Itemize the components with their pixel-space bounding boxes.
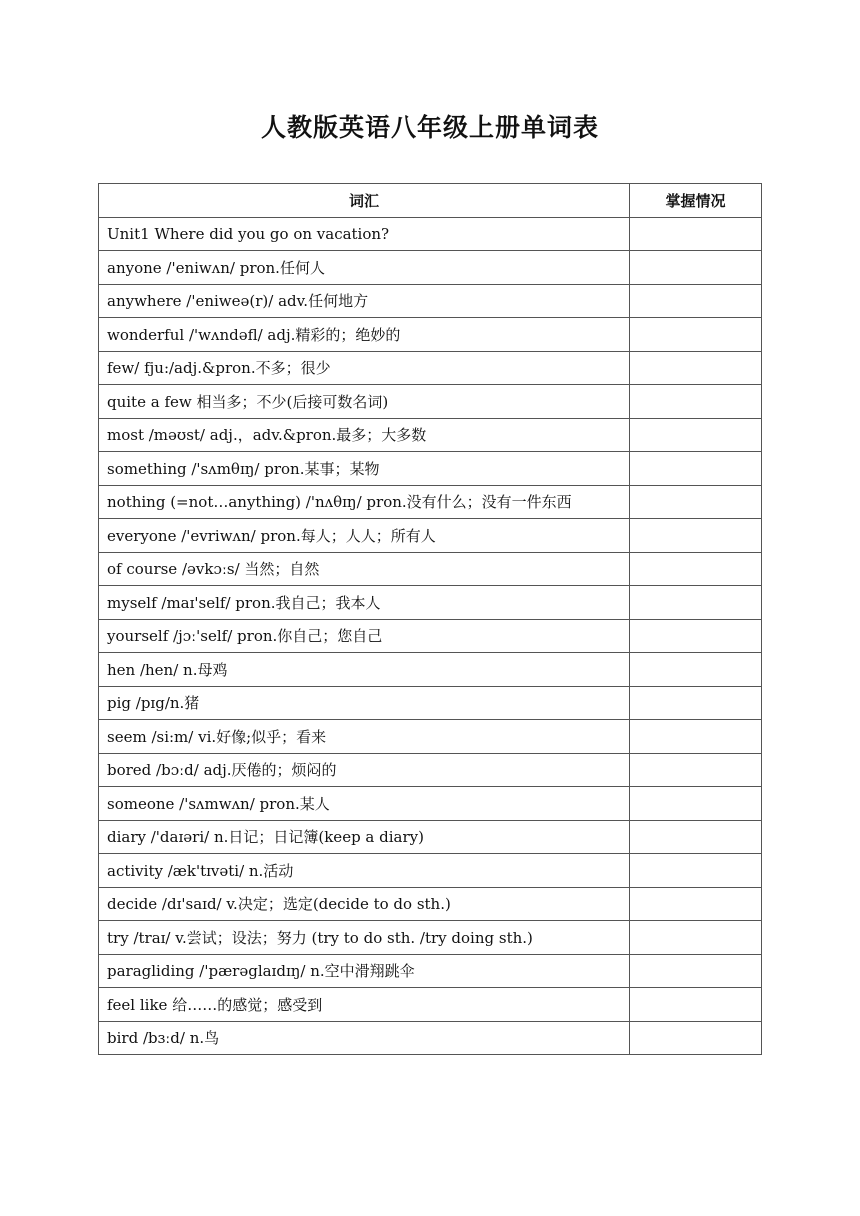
column-header-word: 词汇 [99,184,630,218]
table-row [99,519,762,553]
vocabulary-entry: paragliding /'pærəglaɪdɪŋ/ n.空中滑翔跳伞 [99,954,630,988]
mastery-status-cell [630,519,762,553]
table-header-row [99,184,762,218]
table-row [99,887,762,921]
table-row [99,586,762,620]
vocabulary-entry: of course /əvkɔːs/ 当然；自然 [99,552,630,586]
mastery-status-cell [630,351,762,385]
table-row [99,653,762,687]
mastery-status-cell [630,586,762,620]
table-row [99,921,762,955]
vocabulary-entry: feel like 给……的感觉；感受到 [99,988,630,1022]
table-body [99,217,762,1055]
vocabulary-entry: something /'sʌmθɪŋ/ pron.某事；某物 [99,452,630,486]
vocabulary-entry: try /traɪ/ v.尝试；设法；努力 (try to do sth. /try doing sth.) [99,921,630,955]
vocabulary-entry: everyone /'evriwʌn/ pron.每人；人人；所有人 [99,519,630,553]
mastery-status-cell [630,854,762,888]
table-row [99,251,762,285]
vocabulary-entry: seem /si:m/ vi.好像;似乎；看来 [99,720,630,754]
vocabulary-entry: anyone /'eniwʌn/ pron.任何人 [99,251,630,285]
table-row [99,854,762,888]
vocabulary-entry: pig /pɪg/n.猪 [99,686,630,720]
mastery-status-cell [630,452,762,486]
mastery-status-cell [630,552,762,586]
mastery-status-cell [630,954,762,988]
table-row [99,787,762,821]
mastery-status-cell [630,418,762,452]
mastery-status-cell [630,753,762,787]
mastery-status-cell [630,988,762,1022]
mastery-status-cell [630,485,762,519]
mastery-status-cell [630,653,762,687]
mastery-status-cell [630,251,762,285]
table-row [99,619,762,653]
table-row [99,351,762,385]
mastery-status-cell [630,385,762,419]
mastery-status-cell [630,921,762,955]
vocabulary-entry: nothing (=not…anything) /'nʌθɪŋ/ pron.没有什么；没有一件东西 [99,485,630,519]
mastery-status-cell [630,284,762,318]
table-row [99,452,762,486]
mastery-status-cell [630,820,762,854]
table-row [99,552,762,586]
table-row [99,284,762,318]
vocabulary-entry: bird /bɜːd/ n.鸟 [99,1021,630,1055]
mastery-status-cell [630,318,762,352]
mastery-status-cell [630,217,762,251]
vocabulary-entry: yourself /jɔː'self/ pron.你自己；您自己 [99,619,630,653]
table-row [99,418,762,452]
mastery-status-cell [630,787,762,821]
page-title: 人教版英语八年级上册单词表 [260,113,599,142]
table-row [99,954,762,988]
vocabulary-entry: someone /'sʌmwʌn/ pron.某人 [99,787,630,821]
table-row [99,720,762,754]
vocabulary-table [98,183,762,1055]
table-row [99,485,762,519]
vocabulary-entry: wonderful /'wʌndəfl/ adj.精彩的；绝妙的 [99,318,630,352]
column-header-status: 掌握情况 [630,184,762,218]
table-row [99,988,762,1022]
mastery-status-cell [630,686,762,720]
table-row [99,820,762,854]
vocabulary-entry: anywhere /'eniweə(r)/ adv.任何地方 [99,284,630,318]
mastery-status-cell [630,619,762,653]
vocabulary-entry: quite a few 相当多；不少(后接可数名词) [99,385,630,419]
vocabulary-entry: most /məʊst/ adj.，adv.&pron.最多；大多数 [99,418,630,452]
table-row [99,686,762,720]
mastery-status-cell [630,720,762,754]
table-row [99,753,762,787]
vocabulary-entry: myself /maɪ'self/ pron.我自己；我本人 [99,586,630,620]
vocabulary-entry: activity /æk'tɪvəti/ n.活动 [99,854,630,888]
vocabulary-entry: decide /dɪ'saɪd/ v.决定；选定(decide to do sth.) [99,887,630,921]
table-row [99,1021,762,1055]
mastery-status-cell [630,1021,762,1055]
table-row [99,318,762,352]
vocabulary-entry: diary /'daɪəri/ n.日记；日记簿(keep a diary) [99,820,630,854]
mastery-status-cell [630,887,762,921]
vocabulary-entry: bored /bɔːd/ adj.厌倦的；烦闷的 [99,753,630,787]
unit-heading-row [99,217,762,251]
vocabulary-entry: hen /hen/ n.母鸡 [99,653,630,687]
table-row [99,385,762,419]
unit-heading: Unit1 Where did you go on vacation? [99,217,630,251]
vocabulary-entry: few/ fju:/adj.&pron.不多；很少 [99,351,630,385]
